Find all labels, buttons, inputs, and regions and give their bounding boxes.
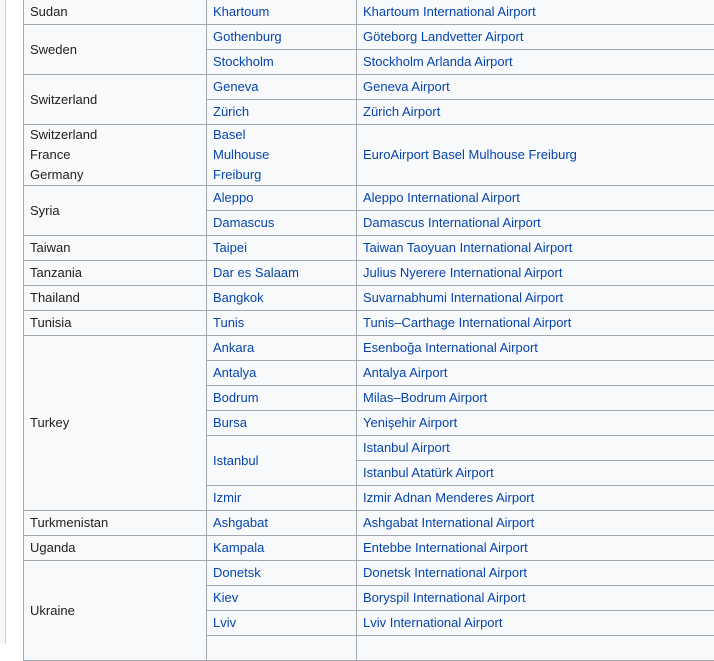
city-cell xyxy=(207,611,357,636)
airport-link[interactable]: Geneva Airport xyxy=(363,79,450,94)
airport-cell xyxy=(357,0,714,25)
city-cell xyxy=(207,511,357,536)
city-cell xyxy=(207,75,357,100)
city-link[interactable]: Kiev xyxy=(213,590,238,605)
city-cell xyxy=(207,486,357,511)
airport-cell xyxy=(357,186,714,211)
airport-cell xyxy=(357,386,714,411)
airport-link[interactable]: Istanbul Atatürk Airport xyxy=(363,465,494,480)
table-row xyxy=(24,25,714,50)
city-link[interactable]: Mulhouse xyxy=(213,145,350,165)
airport-link[interactable]: EuroAirport Basel Mulhouse Freiburg xyxy=(363,147,577,162)
airport-link[interactable]: Esenboğa International Airport xyxy=(363,340,538,355)
city-cell xyxy=(207,125,357,186)
airport-link[interactable]: Donetsk International Airport xyxy=(363,565,527,580)
city-cell xyxy=(207,25,357,50)
city-cell xyxy=(207,211,357,236)
city-cell xyxy=(207,50,357,75)
city-link[interactable]: Lviv xyxy=(213,615,236,630)
city-link[interactable]: Geneva xyxy=(213,79,259,94)
table-row xyxy=(24,536,714,561)
airport-cell xyxy=(357,311,714,336)
airport-cell xyxy=(357,286,714,311)
city-cell xyxy=(207,561,357,586)
airport-cell xyxy=(357,100,714,125)
airport-cell xyxy=(357,486,714,511)
airport-cell xyxy=(357,436,714,461)
country-name: Germany xyxy=(30,165,200,185)
table-row xyxy=(24,311,714,336)
city-cell xyxy=(207,586,357,611)
city-link[interactable]: Tunis xyxy=(213,315,244,330)
airport-cell xyxy=(357,636,714,661)
airport-link[interactable]: Aleppo International Airport xyxy=(363,190,520,205)
airport-link[interactable]: Boryspil International Airport xyxy=(363,590,526,605)
airport-cell xyxy=(357,511,714,536)
airport-cell xyxy=(357,75,714,100)
country-name: Switzerland xyxy=(30,125,200,145)
airport-cell xyxy=(357,261,714,286)
airport-cell xyxy=(357,461,714,486)
country-cell: Taiwan xyxy=(24,236,207,261)
city-link[interactable]: Freiburg xyxy=(213,165,350,185)
airport-cell xyxy=(357,125,714,186)
city-link[interactable]: Kampala xyxy=(213,540,264,555)
table-row xyxy=(24,0,714,25)
city-link[interactable]: Stockholm xyxy=(213,54,274,69)
table-row xyxy=(24,336,714,361)
country-cell: Sweden xyxy=(24,25,207,75)
city-link[interactable]: Damascus xyxy=(213,215,274,230)
table-row xyxy=(24,286,714,311)
airport-cell xyxy=(357,536,714,561)
city-cell xyxy=(207,0,357,25)
table-row xyxy=(24,561,714,586)
table-row xyxy=(24,511,714,536)
airport-link[interactable]: Julius Nyerere International Airport xyxy=(363,265,562,280)
airport-link[interactable]: Yenişehir Airport xyxy=(363,415,457,430)
city-cell xyxy=(207,286,357,311)
airport-link[interactable]: Taiwan Taoyuan International Airport xyxy=(363,240,572,255)
airport-link[interactable]: Lviv International Airport xyxy=(363,615,502,630)
airport-link[interactable]: Izmir Adnan Menderes Airport xyxy=(363,490,534,505)
city-cell xyxy=(207,636,357,661)
airport-link[interactable]: Khartoum International Airport xyxy=(363,4,536,19)
city-link[interactable]: Aleppo xyxy=(213,190,253,205)
city-link[interactable]: Istanbul xyxy=(213,453,259,468)
table-row xyxy=(24,261,714,286)
city-link[interactable]: Taipei xyxy=(213,240,247,255)
city-link[interactable]: Bursa xyxy=(213,415,247,430)
city-cell xyxy=(207,261,357,286)
country-cell: Syria xyxy=(24,186,207,236)
city-link[interactable]: Basel xyxy=(213,125,350,145)
airport-cell xyxy=(357,586,714,611)
airport-cell xyxy=(357,411,714,436)
airports-table xyxy=(23,0,714,661)
airport-link[interactable]: Stockholm Arlanda Airport xyxy=(363,54,513,69)
country-name: France xyxy=(30,145,200,165)
airport-link[interactable]: Entebbe International Airport xyxy=(363,540,528,555)
city-link[interactable]: Izmir xyxy=(213,490,241,505)
city-link[interactable]: Bodrum xyxy=(213,390,259,405)
airport-link[interactable]: Milas–Bodrum Airport xyxy=(363,390,487,405)
airport-cell xyxy=(357,361,714,386)
city-cell xyxy=(207,336,357,361)
country-cell xyxy=(24,125,207,186)
country-cell: Ukraine xyxy=(24,561,207,661)
city-cell xyxy=(207,100,357,125)
table-row xyxy=(24,236,714,261)
airport-cell xyxy=(357,561,714,586)
country-cell: Sudan xyxy=(24,0,207,25)
city-cell xyxy=(207,236,357,261)
city-link[interactable]: Ashgabat xyxy=(213,515,268,530)
city-link[interactable]: Ankara xyxy=(213,340,254,355)
country-cell: Uganda xyxy=(24,536,207,561)
airport-cell xyxy=(357,211,714,236)
left-panel-edge xyxy=(0,0,6,644)
airport-link[interactable]: Zürich Airport xyxy=(363,104,440,119)
country-cell: Tanzania xyxy=(24,261,207,286)
airport-link[interactable]: Ashgabat International Airport xyxy=(363,515,534,530)
airport-link[interactable]: Antalya Airport xyxy=(363,365,448,380)
city-link[interactable]: Khartoum xyxy=(213,4,269,19)
airport-link[interactable]: Göteborg Landvetter Airport xyxy=(363,29,523,44)
country-cell: Switzerland xyxy=(24,75,207,125)
airport-link[interactable]: Tunis–Carthage International Airport xyxy=(363,315,571,330)
country-cell: Tunisia xyxy=(24,311,207,336)
airport-link[interactable]: Suvarnabhumi International Airport xyxy=(363,290,563,305)
city-link[interactable]: Zürich xyxy=(213,104,249,119)
city-cell xyxy=(207,186,357,211)
city-cell xyxy=(207,411,357,436)
city-link[interactable]: Antalya xyxy=(213,365,256,380)
city-link[interactable]: Gothenburg xyxy=(213,29,282,44)
airport-cell xyxy=(357,236,714,261)
table-row xyxy=(24,75,714,100)
city-cell xyxy=(207,386,357,411)
country-cell: Turkey xyxy=(24,336,207,511)
country-cell: Thailand xyxy=(24,286,207,311)
city-link[interactable]: Bangkok xyxy=(213,290,264,305)
table-row xyxy=(24,186,714,211)
airport-cell xyxy=(357,25,714,50)
table-row xyxy=(24,125,714,186)
airport-link[interactable]: Istanbul Airport xyxy=(363,440,450,455)
country-cell: Turkmenistan xyxy=(24,511,207,536)
city-cell xyxy=(207,436,357,486)
airport-link[interactable]: Damascus International Airport xyxy=(363,215,541,230)
city-cell xyxy=(207,361,357,386)
airport-cell xyxy=(357,50,714,75)
city-link[interactable]: Dar es Salaam xyxy=(213,265,299,280)
airport-cell xyxy=(357,611,714,636)
city-cell xyxy=(207,536,357,561)
airport-cell xyxy=(357,336,714,361)
city-cell xyxy=(207,311,357,336)
city-link[interactable]: Donetsk xyxy=(213,565,261,580)
